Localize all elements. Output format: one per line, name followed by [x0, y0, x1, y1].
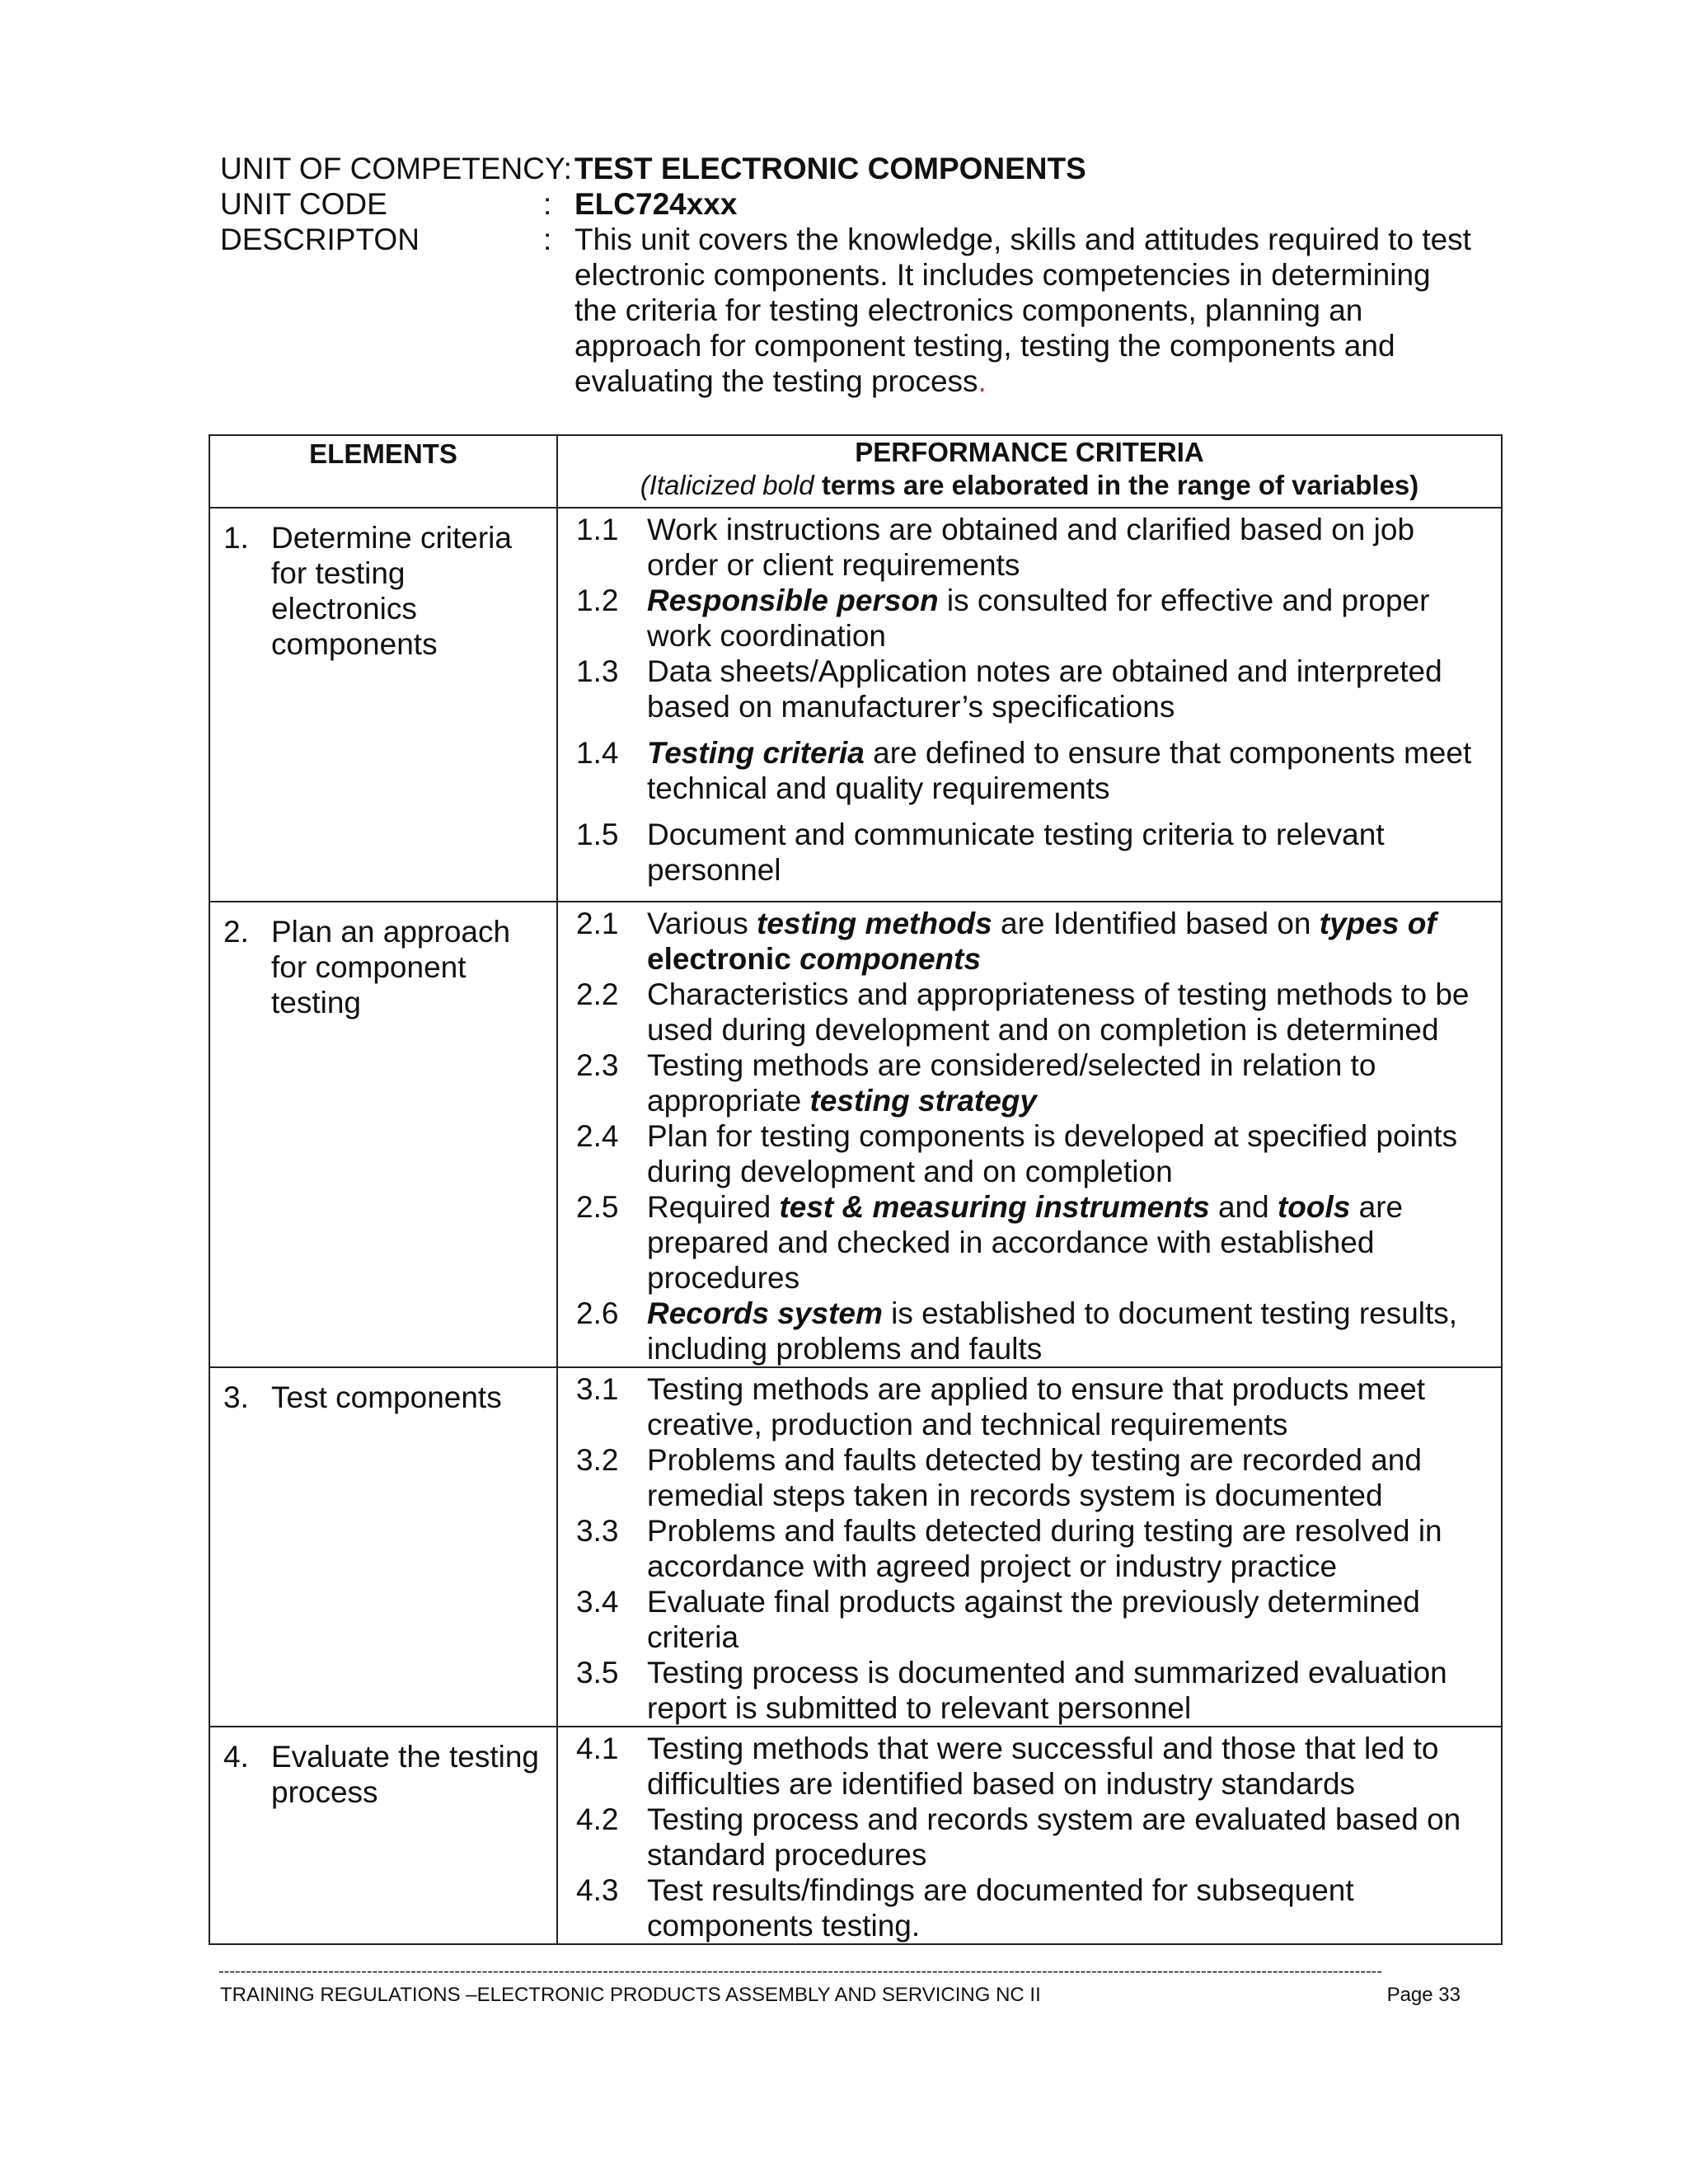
criterion-item: [558, 1442, 1493, 1513]
range-term: tools: [1277, 1190, 1351, 1224]
page-number: Page 33: [1386, 1984, 1461, 2006]
code-value: ELC724xxx: [574, 187, 738, 221]
criterion-number: 4.2: [576, 1802, 619, 1836]
range-term: Responsible person: [647, 583, 939, 617]
range-term: types of: [1319, 907, 1437, 940]
element-text: Test components: [271, 1380, 502, 1414]
criterion-number: 3.4: [576, 1585, 619, 1619]
table-row: [209, 508, 1502, 902]
criterion-number: 4.3: [576, 1873, 619, 1907]
table-row: [209, 1367, 1502, 1727]
range-term: Records system: [647, 1296, 883, 1330]
criterion-number: 1.1: [576, 513, 619, 546]
criteria-cell: [557, 1367, 1502, 1727]
code-label: UNIT CODE: [220, 187, 387, 221]
criterion-text: [647, 1655, 1493, 1726]
criterion-text: [647, 1047, 1493, 1118]
competency-value: TEST ELECTRONIC COMPONENTS: [574, 152, 1086, 185]
element-cell: [209, 1727, 557, 1944]
criterion-item: [558, 1189, 1493, 1296]
criterion-text-part: Data sheets/Application notes are obtained and interpreted based on manufacturer’s specifications: [647, 654, 1442, 724]
criterion-number: 4.1: [576, 1732, 619, 1765]
criteria-note-rest: terms are elaborated in the range of variables): [814, 470, 1419, 500]
criterion-text: [647, 1584, 1493, 1655]
element-cell: [209, 1367, 557, 1727]
range-term-bold: electronic: [647, 942, 791, 976]
range-term: test & measuring instruments: [779, 1190, 1210, 1224]
criterion-item: [558, 1731, 1493, 1802]
criterion-text: [647, 512, 1493, 583]
unit-code-row: [220, 186, 1473, 222]
criterion-text-part: Testing methods that were successful and those that led to difficulties are identified based on industry standards: [647, 1732, 1439, 1801]
criterion-number: 2.2: [576, 977, 619, 1011]
criterion-text: [647, 906, 1493, 977]
criterion-text: [647, 1296, 1493, 1366]
criterion-text: [647, 1118, 1493, 1189]
criterion-text: [647, 654, 1493, 724]
description-end: .: [978, 364, 987, 398]
description-text: [574, 222, 1473, 399]
range-term: Testing criteria: [647, 736, 865, 770]
criterion-item: [558, 1296, 1493, 1366]
criterion-text-part: Plan for testing components is developed at specified points during development and on completion: [647, 1119, 1458, 1188]
criterion-text: [647, 1731, 1493, 1802]
criterion-text-part: Document and communicate testing criteria to relevant personnel: [647, 818, 1385, 887]
criterion-item: [558, 1371, 1493, 1442]
criterion-number: 2.6: [576, 1296, 619, 1330]
criterion-text: [647, 1442, 1493, 1513]
criterion-text: [647, 735, 1493, 806]
criterion-number: 2.3: [576, 1048, 619, 1082]
table-row: [209, 1727, 1502, 1944]
performance-criteria-table: [209, 434, 1503, 1945]
range-term: testing methods: [757, 907, 992, 940]
criterion-text-part: and: [1209, 1190, 1278, 1224]
criterion-text: [647, 1802, 1493, 1872]
criterion-item: [558, 906, 1493, 977]
table-row: [209, 902, 1502, 1367]
criteria-header: [557, 435, 1502, 508]
element-number: 4.: [223, 1740, 249, 1774]
criterion-item: [558, 1584, 1493, 1655]
description-label: DESCRIPTON: [220, 223, 420, 256]
criterion-text: [647, 1189, 1493, 1296]
element-cell: [209, 508, 557, 902]
element-text: Evaluate the testing process: [271, 1740, 539, 1809]
criterion-item: [558, 1047, 1493, 1118]
criterion-item: [558, 1118, 1493, 1189]
description-body: This unit covers the knowledge, skills and attitudes required to test electronic components. It includes competencies in determining the criteria for testing electronics components, planning an approach for component testing, testing the components and evaluating the testing process: [574, 223, 1471, 398]
criteria-cell: [557, 902, 1502, 1367]
criterion-item: [558, 1655, 1493, 1726]
element-text: Determine criteria for testing electronics components: [271, 521, 512, 661]
footer-divider: --------------------------------------------------------------------------------------------------------------------------------------------------------------------------------------------------------------------: [218, 1962, 1382, 1980]
criterion-number: 3.2: [576, 1443, 619, 1477]
criterion-number: 1.5: [576, 818, 619, 851]
criterion-text: [647, 1872, 1493, 1943]
page-footer: [220, 1984, 1461, 2007]
criterion-item: [558, 512, 1493, 583]
criterion-item: [558, 583, 1493, 654]
criterion-number: 1.3: [576, 654, 619, 688]
range-term: components: [799, 942, 982, 976]
criterion-number: 1.2: [576, 583, 619, 617]
criterion-text-part: Problems and faults detected during testing are resolved in accordance with agreed project or industry practice: [647, 1514, 1442, 1583]
criteria-header-note: [558, 469, 1501, 502]
criterion-text-part: Testing process is documented and summarized evaluation report is submitted to relevant personnel: [647, 1656, 1447, 1725]
criterion-text-part: Characteristics and appropriateness of testing methods to be used during development and on completion is determined: [647, 977, 1470, 1047]
criterion-text-part: are defined to ensure that components meet technical and quality requirements: [647, 736, 1472, 805]
criterion-text-part: Work instructions are obtained and clarified based on job order or client requirements: [647, 513, 1415, 582]
criterion-text-part: Problems and faults detected by testing are recorded and remedial steps taken in records system is documented: [647, 1443, 1422, 1512]
criterion-item: [558, 1513, 1493, 1584]
criterion-text-part: Evaluate final products against the previously determined criteria: [647, 1585, 1420, 1654]
criterion-item: [558, 817, 1493, 888]
criterion-number: 2.1: [576, 907, 619, 940]
code-colon: :: [543, 187, 552, 221]
range-term: testing strategy: [809, 1084, 1037, 1118]
criteria-cell: [557, 1727, 1502, 1944]
criterion-text-part: Required: [647, 1190, 780, 1224]
criterion-text-part: Various: [647, 907, 757, 940]
criterion-item: [558, 654, 1493, 724]
element-cell: [209, 902, 557, 1367]
criterion-text-part: [791, 942, 799, 976]
criterion-text-part: is consulted for effective and proper work coordination: [647, 583, 1430, 653]
criterion-text-part: Testing process and records system are evaluated based on standard procedures: [647, 1802, 1461, 1872]
element-number: 1.: [223, 521, 249, 555]
criterion-text-part: are Identified based on: [992, 907, 1320, 940]
criterion-text-part: Testing methods are applied to ensure that products meet creative, production and technical requirements: [647, 1372, 1426, 1441]
unit-description-row: [220, 222, 1473, 399]
element-text: Plan an approach for component testing: [271, 915, 511, 1019]
criterion-text: [647, 977, 1493, 1047]
element-number: 3.: [223, 1380, 249, 1414]
criterion-item: [558, 1802, 1493, 1872]
criterion-number: 3.5: [576, 1656, 619, 1690]
elements-header: ELEMENTS: [209, 435, 557, 508]
criterion-text-part: Testing methods are considered/selected in relation to appropriate: [647, 1048, 1376, 1118]
unit-competency-row: [220, 151, 1473, 186]
criteria-header-title: PERFORMANCE CRITERIA: [855, 437, 1204, 467]
criterion-number: 1.4: [576, 736, 619, 770]
criterion-text: [647, 1371, 1493, 1442]
description-colon: :: [543, 223, 552, 256]
criterion-text-part: is established to document testing results, including problems and faults: [647, 1296, 1458, 1366]
criterion-number: 2.5: [576, 1190, 619, 1224]
criterion-text: [647, 1513, 1493, 1584]
table-header-row: [209, 435, 1502, 508]
criterion-text-part: are prepared and checked in accordance with established procedures: [647, 1190, 1404, 1295]
criterion-number: 3.1: [576, 1372, 619, 1406]
competency-label: UNIT OF COMPETENCY:: [220, 152, 572, 185]
criterion-number: 2.4: [576, 1119, 619, 1153]
criteria-cell: [557, 508, 1502, 902]
criteria-note-italic: (Italicized bold: [640, 470, 814, 500]
criterion-number: 3.3: [576, 1514, 619, 1548]
criterion-item: [558, 735, 1493, 806]
element-number: 2.: [223, 915, 249, 949]
criterion-item: [558, 1872, 1493, 1943]
footer-title: TRAINING REGULATIONS –ELECTRONIC PRODUCTS ASSEMBLY AND SERVICING NC II: [220, 1984, 1041, 2006]
unit-header: [220, 151, 1473, 399]
criterion-text: [647, 817, 1493, 888]
criterion-text-part: Test results/findings are documented for subsequent components testing.: [647, 1873, 1354, 1943]
criterion-text: [647, 583, 1493, 654]
criterion-item: [558, 977, 1493, 1047]
